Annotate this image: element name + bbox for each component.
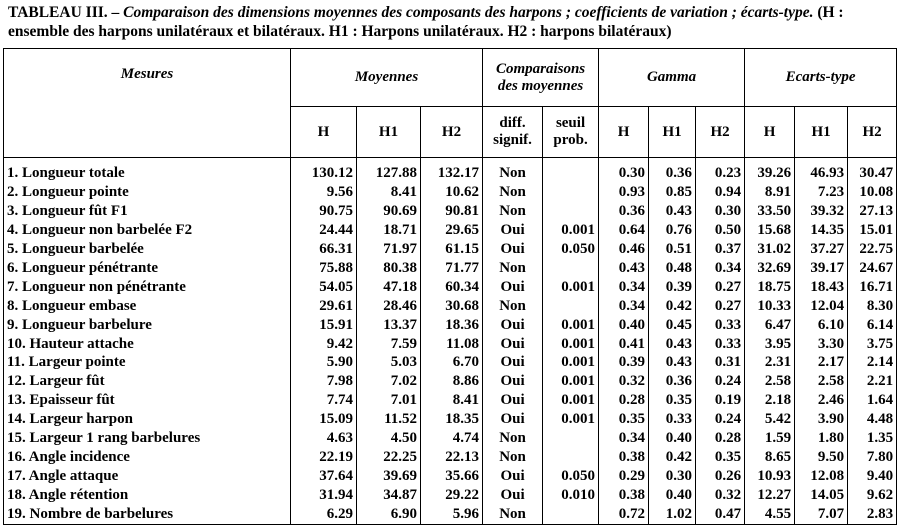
- gamma-h1-cell: 0.42: [649, 297, 696, 316]
- mean-h2-cell: 22.13: [421, 448, 483, 467]
- ecart-h1-cell: 12.08: [795, 467, 848, 486]
- gamma-h2-cell: 0.24: [696, 410, 745, 429]
- mean-h2-cell: 29.22: [421, 486, 483, 505]
- measure-cell: 19. Nombre de barbelures: [4, 505, 291, 525]
- ecart-h1-cell: 3.90: [795, 410, 848, 429]
- mean-h2-cell: 30.68: [421, 297, 483, 316]
- seuil-prob-cell: 0.001: [543, 316, 599, 335]
- gamma-h2-cell: 0.47: [696, 505, 745, 525]
- gamma-h2-cell: 0.19: [696, 391, 745, 410]
- diff-signif-cell: Non: [483, 259, 543, 278]
- header-comparaisons: [483, 49, 599, 107]
- ecart-h-cell: 2.18: [745, 391, 795, 410]
- mean-h-cell: 4.63: [291, 429, 357, 448]
- ecart-h2-cell: 2.83: [848, 505, 897, 525]
- measure-cell: 17. Angle attaque: [4, 467, 291, 486]
- measure-cell: 13. Epaisseur fût: [4, 391, 291, 410]
- seuil-prob-cell: 0.010: [543, 486, 599, 505]
- ecart-h2-cell: 15.01: [848, 221, 897, 240]
- header-gamma: Gamma: [599, 49, 745, 107]
- diff-signif-cell: Non: [483, 158, 543, 184]
- seuil-prob-cell: [543, 158, 599, 184]
- gamma-h2-cell: 0.34: [696, 259, 745, 278]
- mean-h2-cell: 132.17: [421, 158, 483, 184]
- table-row: [4, 297, 897, 316]
- gamma-h-cell: 0.30: [599, 158, 649, 184]
- gamma-h-cell: 0.28: [599, 391, 649, 410]
- ecart-h-cell: 4.55: [745, 505, 795, 525]
- mean-h-cell: 15.09: [291, 410, 357, 429]
- ecart-h-cell: 15.68: [745, 221, 795, 240]
- gamma-h-cell: 0.34: [599, 429, 649, 448]
- measure-cell: 14. Largeur harpon: [4, 410, 291, 429]
- ecart-h1-cell: 12.04: [795, 297, 848, 316]
- table-row: [4, 278, 897, 297]
- measure-cell: 3. Longueur fût F1: [4, 202, 291, 221]
- header-ecart-h: H: [745, 107, 795, 158]
- ecart-h-cell: 32.69: [745, 259, 795, 278]
- header-gamma-h2: H2: [696, 107, 745, 158]
- ecart-h1-cell: 14.05: [795, 486, 848, 505]
- gamma-h2-cell: 0.50: [696, 221, 745, 240]
- gamma-h-cell: 0.36: [599, 202, 649, 221]
- ecart-h1-cell: 7.07: [795, 505, 848, 525]
- table-row: [4, 240, 897, 259]
- ecart-h1-cell: 2.46: [795, 391, 848, 410]
- ecart-h-cell: 2.31: [745, 353, 795, 372]
- diff-signif-cell: Non: [483, 202, 543, 221]
- gamma-h2-cell: 0.33: [696, 335, 745, 354]
- table-row: [4, 391, 897, 410]
- mean-h2-cell: 61.15: [421, 240, 483, 259]
- gamma-h2-cell: 0.33: [696, 316, 745, 335]
- gamma-h1-cell: 0.43: [649, 353, 696, 372]
- seuil-prob-cell: [543, 505, 599, 525]
- measure-cell: 9. Longueur barbelure: [4, 316, 291, 335]
- mean-h1-cell: 22.25: [357, 448, 421, 467]
- gamma-h-cell: 0.34: [599, 297, 649, 316]
- mean-h-cell: 9.56: [291, 183, 357, 202]
- gamma-h1-cell: 0.48: [649, 259, 696, 278]
- seuil-prob-cell: 0.001: [543, 410, 599, 429]
- measure-cell: 10. Hauteur attache: [4, 335, 291, 354]
- header-seuil: [543, 107, 599, 158]
- gamma-h2-cell: 0.31: [696, 353, 745, 372]
- header-moy-h2: H2: [421, 107, 483, 158]
- diff-signif-cell: Oui: [483, 372, 543, 391]
- header-moy-h1: H1: [357, 107, 421, 158]
- gamma-h-cell: 0.32: [599, 372, 649, 391]
- mean-h1-cell: 7.02: [357, 372, 421, 391]
- gamma-h1-cell: 0.30: [649, 467, 696, 486]
- seuil-prob-cell: [543, 448, 599, 467]
- ecart-h2-cell: 8.30: [848, 297, 897, 316]
- ecart-h2-cell: 30.47: [848, 158, 897, 184]
- diff-signif-cell: Oui: [483, 391, 543, 410]
- table-row: [4, 158, 897, 184]
- ecart-h2-cell: 24.67: [848, 259, 897, 278]
- header-diff: [483, 107, 543, 158]
- ecart-h-cell: 18.75: [745, 278, 795, 297]
- gamma-h1-cell: 0.43: [649, 335, 696, 354]
- ecart-h1-cell: 39.17: [795, 259, 848, 278]
- mean-h-cell: 130.12: [291, 158, 357, 184]
- ecart-h-cell: 10.93: [745, 467, 795, 486]
- caption-title: Comparaison des dimensions moyennes des composants des harpons ; coefficients de variation ; écarts-type.: [123, 4, 814, 21]
- gamma-h2-cell: 0.37: [696, 240, 745, 259]
- mean-h2-cell: 18.36: [421, 316, 483, 335]
- diff-signif-cell: Oui: [483, 486, 543, 505]
- ecart-h1-cell: 46.93: [795, 158, 848, 184]
- mean-h1-cell: 4.50: [357, 429, 421, 448]
- diff-signif-cell: Non: [483, 183, 543, 202]
- gamma-h-cell: 0.38: [599, 486, 649, 505]
- mean-h-cell: 9.42: [291, 335, 357, 354]
- measure-cell: 6. Longueur pénétrante: [4, 259, 291, 278]
- gamma-h1-cell: 0.35: [649, 391, 696, 410]
- mean-h1-cell: 8.41: [357, 183, 421, 202]
- ecart-h1-cell: 39.32: [795, 202, 848, 221]
- measure-cell: 12. Largeur fût: [4, 372, 291, 391]
- ecart-h-cell: 2.58: [745, 372, 795, 391]
- seuil-prob-cell: 0.001: [543, 221, 599, 240]
- header-gamma-h1: H1: [649, 107, 696, 158]
- gamma-h1-cell: 0.40: [649, 429, 696, 448]
- gamma-h1-cell: 0.33: [649, 410, 696, 429]
- seuil-prob-cell: 0.050: [543, 467, 599, 486]
- gamma-h2-cell: 0.27: [696, 297, 745, 316]
- mean-h1-cell: 28.46: [357, 297, 421, 316]
- mean-h-cell: 7.98: [291, 372, 357, 391]
- table-row: [4, 335, 897, 354]
- mean-h1-cell: 7.01: [357, 391, 421, 410]
- mean-h2-cell: 60.34: [421, 278, 483, 297]
- diff-signif-cell: Non: [483, 429, 543, 448]
- ecart-h1-cell: 3.30: [795, 335, 848, 354]
- ecart-h-cell: 5.42: [745, 410, 795, 429]
- gamma-h2-cell: 0.94: [696, 183, 745, 202]
- seuil-prob-cell: [543, 202, 599, 221]
- ecart-h-cell: 1.59: [745, 429, 795, 448]
- ecart-h2-cell: 27.13: [848, 202, 897, 221]
- ecart-h2-cell: 1.35: [848, 429, 897, 448]
- mean-h-cell: 15.91: [291, 316, 357, 335]
- ecart-h1-cell: 2.58: [795, 372, 848, 391]
- mean-h-cell: 7.74: [291, 391, 357, 410]
- ecart-h-cell: 33.50: [745, 202, 795, 221]
- ecart-h-cell: 39.26: [745, 158, 795, 184]
- diff-signif-cell: Oui: [483, 240, 543, 259]
- table-row: [4, 372, 897, 391]
- mean-h1-cell: 80.38: [357, 259, 421, 278]
- mean-h-cell: 90.75: [291, 202, 357, 221]
- ecart-h1-cell: 1.80: [795, 429, 848, 448]
- gamma-h1-cell: 0.43: [649, 202, 696, 221]
- table-row: [4, 505, 897, 525]
- mean-h-cell: 31.94: [291, 486, 357, 505]
- measure-cell: 5. Longueur barbelée: [4, 240, 291, 259]
- mean-h2-cell: 8.86: [421, 372, 483, 391]
- ecart-h2-cell: 2.14: [848, 353, 897, 372]
- gamma-h2-cell: 0.23: [696, 158, 745, 184]
- ecart-h2-cell: 22.75: [848, 240, 897, 259]
- diff-signif-cell: Oui: [483, 467, 543, 486]
- table-row: [4, 467, 897, 486]
- seuil-prob-cell: 0.001: [543, 372, 599, 391]
- ecart-h2-cell: 2.21: [848, 372, 897, 391]
- header-ecart-h2: H2: [848, 107, 897, 158]
- header-moyennes: Moyennes: [291, 49, 483, 107]
- header-row-groups: [4, 49, 897, 107]
- caption-label: TABLEAU III. –: [8, 4, 120, 21]
- mean-h2-cell: 8.41: [421, 391, 483, 410]
- ecart-h-cell: 8.65: [745, 448, 795, 467]
- ecart-h2-cell: 7.80: [848, 448, 897, 467]
- mean-h-cell: 66.31: [291, 240, 357, 259]
- seuil-prob-cell: [543, 429, 599, 448]
- mean-h-cell: 75.88: [291, 259, 357, 278]
- gamma-h2-cell: 0.28: [696, 429, 745, 448]
- seuil-prob-cell: 0.001: [543, 335, 599, 354]
- mean-h1-cell: 11.52: [357, 410, 421, 429]
- mean-h-cell: 5.90: [291, 353, 357, 372]
- mean-h-cell: 22.19: [291, 448, 357, 467]
- gamma-h-cell: 0.35: [599, 410, 649, 429]
- measure-cell: 1. Longueur totale: [4, 158, 291, 184]
- table-row: [4, 353, 897, 372]
- header-gamma-h: H: [599, 107, 649, 158]
- header-diff-line2: signif.: [493, 132, 532, 148]
- gamma-h-cell: 0.34: [599, 278, 649, 297]
- seuil-prob-cell: 0.050: [543, 240, 599, 259]
- mean-h1-cell: 13.37: [357, 316, 421, 335]
- header-diff-line1: diff.: [499, 115, 526, 131]
- gamma-h-cell: 0.39: [599, 353, 649, 372]
- gamma-h-cell: 0.40: [599, 316, 649, 335]
- mean-h2-cell: 4.74: [421, 429, 483, 448]
- ecart-h2-cell: 16.71: [848, 278, 897, 297]
- data-table: [3, 48, 897, 525]
- table-row: [4, 202, 897, 221]
- ecart-h-cell: 3.95: [745, 335, 795, 354]
- mean-h1-cell: 39.69: [357, 467, 421, 486]
- mean-h1-cell: 18.71: [357, 221, 421, 240]
- table-row: [4, 259, 897, 278]
- header-ecarts-type: Ecarts-type: [745, 49, 897, 107]
- gamma-h2-cell: 0.30: [696, 202, 745, 221]
- gamma-h1-cell: 0.39: [649, 278, 696, 297]
- mean-h2-cell: 29.65: [421, 221, 483, 240]
- header-ecart-h1: H1: [795, 107, 848, 158]
- ecart-h-cell: 10.33: [745, 297, 795, 316]
- mean-h1-cell: 5.03: [357, 353, 421, 372]
- ecart-h1-cell: 14.35: [795, 221, 848, 240]
- diff-signif-cell: Non: [483, 505, 543, 525]
- ecart-h-cell: 12.27: [745, 486, 795, 505]
- gamma-h1-cell: 0.51: [649, 240, 696, 259]
- mean-h-cell: 24.44: [291, 221, 357, 240]
- diff-signif-cell: Non: [483, 448, 543, 467]
- ecart-h2-cell: 9.40: [848, 467, 897, 486]
- table-row: [4, 410, 897, 429]
- measure-cell: 7. Longueur non pénétrante: [4, 278, 291, 297]
- gamma-h1-cell: 0.42: [649, 448, 696, 467]
- gamma-h1-cell: 0.85: [649, 183, 696, 202]
- mean-h2-cell: 6.70: [421, 353, 483, 372]
- diff-signif-cell: Oui: [483, 353, 543, 372]
- gamma-h2-cell: 0.27: [696, 278, 745, 297]
- ecart-h-cell: 31.02: [745, 240, 795, 259]
- header-seuil-line2: prob.: [553, 132, 588, 148]
- measure-cell: 18. Angle rétention: [4, 486, 291, 505]
- measure-cell: 16. Angle incidence: [4, 448, 291, 467]
- mean-h1-cell: 71.97: [357, 240, 421, 259]
- seuil-prob-cell: 0.001: [543, 391, 599, 410]
- ecart-h1-cell: 7.23: [795, 183, 848, 202]
- ecart-h1-cell: 18.43: [795, 278, 848, 297]
- mean-h1-cell: 6.90: [357, 505, 421, 525]
- gamma-h1-cell: 0.76: [649, 221, 696, 240]
- table-row: [4, 316, 897, 335]
- mean-h1-cell: 47.18: [357, 278, 421, 297]
- gamma-h-cell: 0.64: [599, 221, 649, 240]
- measure-cell: 4. Longueur non barbelée F2: [4, 221, 291, 240]
- mean-h-cell: 6.29: [291, 505, 357, 525]
- table-body: [4, 158, 897, 525]
- table-caption: [8, 3, 893, 41]
- measure-cell: 2. Longueur pointe: [4, 183, 291, 202]
- mean-h1-cell: 34.87: [357, 486, 421, 505]
- mean-h-cell: 54.05: [291, 278, 357, 297]
- gamma-h-cell: 0.72: [599, 505, 649, 525]
- ecart-h1-cell: 2.17: [795, 353, 848, 372]
- diff-signif-cell: Oui: [483, 221, 543, 240]
- gamma-h2-cell: 0.26: [696, 467, 745, 486]
- mean-h1-cell: 127.88: [357, 158, 421, 184]
- table-row: [4, 221, 897, 240]
- ecart-h1-cell: 6.10: [795, 316, 848, 335]
- seuil-prob-cell: [543, 297, 599, 316]
- caption-legend: (H : ensemble des harpons unilatéraux et bilatéraux. H1 : Harpons unilatéraux. H2 : harpons bilatéraux): [8, 4, 844, 40]
- gamma-h-cell: 0.29: [599, 467, 649, 486]
- mean-h2-cell: 18.35: [421, 410, 483, 429]
- mean-h2-cell: 71.77: [421, 259, 483, 278]
- ecart-h1-cell: 37.27: [795, 240, 848, 259]
- gamma-h1-cell: 0.45: [649, 316, 696, 335]
- seuil-prob-cell: 0.001: [543, 278, 599, 297]
- mean-h-cell: 29.61: [291, 297, 357, 316]
- diff-signif-cell: Oui: [483, 316, 543, 335]
- header-mesures: Mesures: [4, 49, 291, 158]
- ecart-h2-cell: 1.64: [848, 391, 897, 410]
- ecart-h2-cell: 4.48: [848, 410, 897, 429]
- ecart-h2-cell: 6.14: [848, 316, 897, 335]
- mean-h2-cell: 11.08: [421, 335, 483, 354]
- gamma-h1-cell: 1.02: [649, 505, 696, 525]
- gamma-h1-cell: 0.40: [649, 486, 696, 505]
- gamma-h2-cell: 0.32: [696, 486, 745, 505]
- seuil-prob-cell: [543, 259, 599, 278]
- table-row: [4, 448, 897, 467]
- gamma-h-cell: 0.43: [599, 259, 649, 278]
- measure-cell: 15. Largeur 1 rang barbelures: [4, 429, 291, 448]
- gamma-h1-cell: 0.36: [649, 372, 696, 391]
- table-row: [4, 429, 897, 448]
- gamma-h-cell: 0.93: [599, 183, 649, 202]
- measure-cell: 8. Longueur embase: [4, 297, 291, 316]
- gamma-h1-cell: 0.36: [649, 158, 696, 184]
- header-comparaisons-line1: Comparaisons: [495, 60, 586, 77]
- ecart-h2-cell: 9.62: [848, 486, 897, 505]
- gamma-h2-cell: 0.24: [696, 372, 745, 391]
- header-comparaisons-line2: des moyennes: [497, 77, 584, 94]
- table-row: [4, 486, 897, 505]
- mean-h2-cell: 90.81: [421, 202, 483, 221]
- diff-signif-cell: Oui: [483, 278, 543, 297]
- ecart-h2-cell: 3.75: [848, 335, 897, 354]
- mean-h1-cell: 7.59: [357, 335, 421, 354]
- ecart-h-cell: 6.47: [745, 316, 795, 335]
- mean-h-cell: 37.64: [291, 467, 357, 486]
- seuil-prob-cell: [543, 183, 599, 202]
- header-seuil-line1: seuil: [555, 115, 586, 131]
- gamma-h-cell: 0.41: [599, 335, 649, 354]
- mean-h2-cell: 5.96: [421, 505, 483, 525]
- mean-h1-cell: 90.69: [357, 202, 421, 221]
- gamma-h2-cell: 0.35: [696, 448, 745, 467]
- gamma-h-cell: 0.46: [599, 240, 649, 259]
- seuil-prob-cell: 0.001: [543, 353, 599, 372]
- diff-signif-cell: Oui: [483, 410, 543, 429]
- measure-cell: 11. Largeur pointe: [4, 353, 291, 372]
- diff-signif-cell: Non: [483, 297, 543, 316]
- diff-signif-cell: Oui: [483, 335, 543, 354]
- mean-h2-cell: 35.66: [421, 467, 483, 486]
- ecart-h2-cell: 10.08: [848, 183, 897, 202]
- table-row: [4, 183, 897, 202]
- mean-h2-cell: 10.62: [421, 183, 483, 202]
- header-moy-h: H: [291, 107, 357, 158]
- ecart-h1-cell: 9.50: [795, 448, 848, 467]
- ecart-h-cell: 8.91: [745, 183, 795, 202]
- gamma-h-cell: 0.38: [599, 448, 649, 467]
